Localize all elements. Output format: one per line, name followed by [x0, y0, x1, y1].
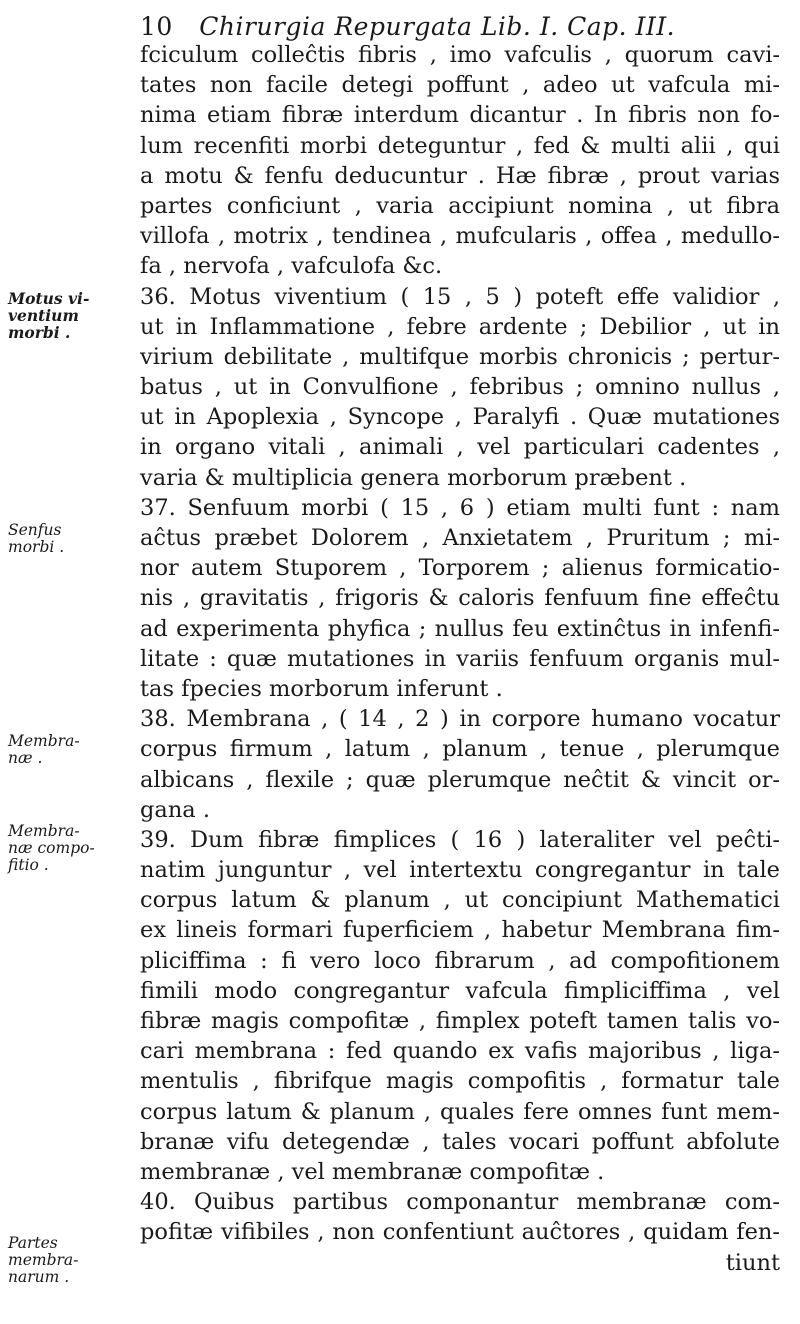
text-line: varia & multiplicia genera morborum præbent . [140, 464, 687, 491]
margin-note [8, 733, 126, 767]
page-number: 10 [140, 12, 173, 41]
text-line: corpus latum & planum , ut concipiunt Mathematici [140, 887, 780, 914]
text-line: 39. Dum fibræ fimplices ( 16 ) lateraliter vel peĉti- [140, 826, 780, 853]
text-line: nor autem Stuporem , Torporem ; alienus formicatio- [140, 555, 780, 582]
text-line: natim junguntur , vel intertextu congregantur in tale [140, 857, 780, 884]
text-line: gana . [140, 796, 211, 823]
margin-note [8, 290, 126, 341]
text-line: nis , gravitatis , frigoris & caloris fenfuum fine effeĉtu [140, 585, 780, 612]
text-line: a motu & fenfu deducuntur . Hæ fibræ , prout varias [140, 162, 780, 189]
margin-note [8, 1235, 126, 1286]
text-line: branæ vifu detegendæ , tales vocari poffunt abfolute [140, 1128, 780, 1155]
text-line: corpus firmum , latum , planum , tenue , plerumque [140, 736, 780, 763]
body-text [140, 40, 780, 1278]
text-line: ut in Apoplexia , Syncope , Paralyfi . Quæ mutationes [140, 404, 780, 431]
margin-note-line: narum . [8, 1268, 70, 1286]
text-line: fciculum colleĉtis fibris , imo vafculis , quorum cavi- [140, 42, 780, 68]
text-line: membranæ , vel membranæ compofitæ . [140, 1158, 605, 1185]
text-line: aĉtus præbet Dolorem , Anxietatem , Pruritum ; mi- [140, 525, 780, 551]
text-line: 36. Motus viventium ( 15 , 5 ) poteft effe validior , [140, 283, 780, 310]
text-line: fa , nervofa , vafculofa &c. [140, 253, 443, 280]
text-line: batus , ut in Convulfione , febribus ; omnino nullus , [140, 374, 780, 401]
text-line: villofa , motrix , tendinea , mufcularis , offea , medullo- [140, 223, 780, 250]
text-line: fimili modo congregantur vafcula fimpliciffima , vel [140, 977, 780, 1004]
text-line: pliciffima : fi vero loco fibrarum , ad compofitionem [140, 947, 780, 974]
text-line: tas fpecies morborum inferunt . [140, 675, 503, 702]
text-line: pofitæ vifibiles , non confentiunt auĉtores , quidam fen- [140, 1219, 780, 1246]
margin-note-line: fitio . [8, 856, 49, 874]
text-line: partes conficiunt , varia accipiunt nomina , ut fibra [140, 192, 780, 219]
margin-note [8, 522, 126, 556]
text-line: ex lineis formari fuperficiem , habetur Membrana fim- [140, 917, 780, 944]
text-line: corpus latum & planum , quales fere omnes funt mem- [140, 1098, 780, 1125]
running-header [140, 12, 780, 41]
margin-note-line: næ compo- [8, 839, 95, 857]
text-line: lum recenfiti morbi deteguntur , fed & multi alii , qui [140, 132, 780, 159]
text-line: fibræ magis compofitæ , fimplex poteft tamen talis vo- [140, 1008, 780, 1034]
text-line: litate : quæ mutationes in variis fenfuum organis mul- [140, 645, 780, 672]
text-line: 37. Senfuum morbi ( 15 , 6 ) etiam multi funt : nam [140, 494, 780, 521]
text-line: virium debilitate , multifque morbis chronicis ; pertur- [140, 343, 780, 370]
text-line: tates non facile detegi poffunt , adeo ut vafcula mi- [140, 72, 780, 99]
text-line: cari membrana : fed quando ex vafis majoribus , liga- [140, 1038, 780, 1065]
text-line: ad experimenta phyfica ; nullus feu extinĉtus in infenfi- [140, 615, 780, 642]
text-line: ut in Inflammatione , febre ardente ; Debilior , ut in [140, 313, 780, 340]
margin-note-line: Partes [8, 1234, 58, 1252]
margin-note-line: Senfus [8, 521, 62, 539]
text-line: nima etiam fibræ interdum dicantur . In fibris non fo- [140, 102, 780, 129]
text-line: tiunt [725, 1249, 780, 1276]
margin-note-line: membra- [8, 1251, 79, 1269]
margin-note-line: Membra- [8, 732, 80, 750]
running-title: Chirurgia Repurgata Lib. I. Cap. III. [199, 12, 676, 41]
margin-note-line: Motus vi- [8, 289, 90, 308]
text-line: in organo vitali , animali , vel particulari cadentes , [140, 434, 780, 461]
text-line: albicans , flexile ; quæ plerumque neĉtit & vincit or- [140, 766, 780, 793]
margin-note [8, 823, 126, 874]
text-line: 40. Quibus partibus componantur membranæ com- [140, 1189, 780, 1216]
margin-note-line: morbi . [8, 323, 71, 342]
margin-note-line: morbi . [8, 538, 65, 556]
text-line: 38. Membrana , ( 14 , 2 ) in corpore humano vocatur [140, 706, 780, 733]
margin-note-line: Membra- [8, 822, 80, 840]
margin-note-line: ventium [8, 306, 79, 325]
margin-note-line: næ . [8, 749, 43, 767]
text-line: mentulis , fibrifque magis compofitis , formatur tale [140, 1068, 780, 1095]
